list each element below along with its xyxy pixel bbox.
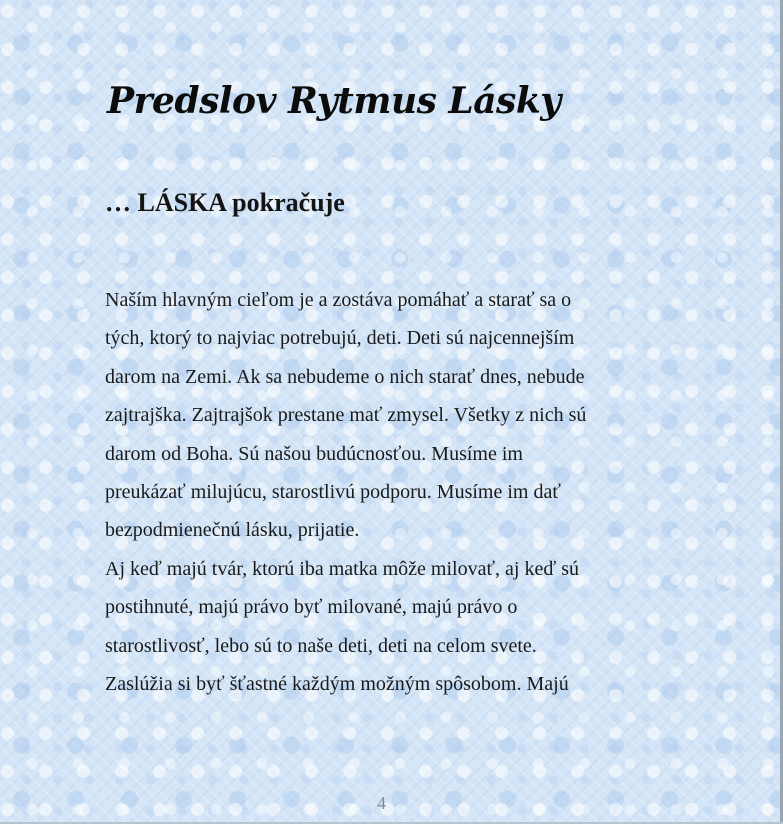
- body-line: bezpodmienečnú lásku, prijatie.: [105, 519, 360, 542]
- body-line: starostlivosť, lebo sú to naše deti, deti na celom svete.: [105, 634, 537, 657]
- page-title: Predslov Rytmus Lásky: [107, 80, 561, 122]
- section-subtitle: … LÁSKA pokračuje: [105, 188, 345, 217]
- body-line: darom na Zemi. Ak sa nebudeme o nich starať dnes, nebude: [105, 365, 585, 388]
- body-line: preukázať milujúcu, starostlivú podporu. Musíme im dať: [105, 481, 561, 504]
- page-number: 4: [377, 793, 386, 813]
- body-line: postihnuté, majú právo byť milované, majú právo o: [105, 596, 518, 619]
- body-line: zajtrajška. Zajtrajšok prestane mať zmysel. Všetky z nich sú: [105, 404, 587, 427]
- body-line: darom od Boha. Sú našou budúcnosťou. Musíme im: [105, 442, 523, 465]
- body-line: tých, ktorý to najviac potrebujú, deti. Deti sú najcennejším: [105, 327, 575, 350]
- body-line: Aj keď majú tvár, ktorú iba matka môže milovať, aj keď sú: [105, 557, 580, 580]
- body-line: Zaslúžia si byť šťastné každým možným spôsobom. Majú: [105, 673, 569, 696]
- body-text: [105, 281, 665, 703]
- body-line: Naším hlavným cieľom je a zostáva pomáhať a starať sa o: [105, 289, 572, 311]
